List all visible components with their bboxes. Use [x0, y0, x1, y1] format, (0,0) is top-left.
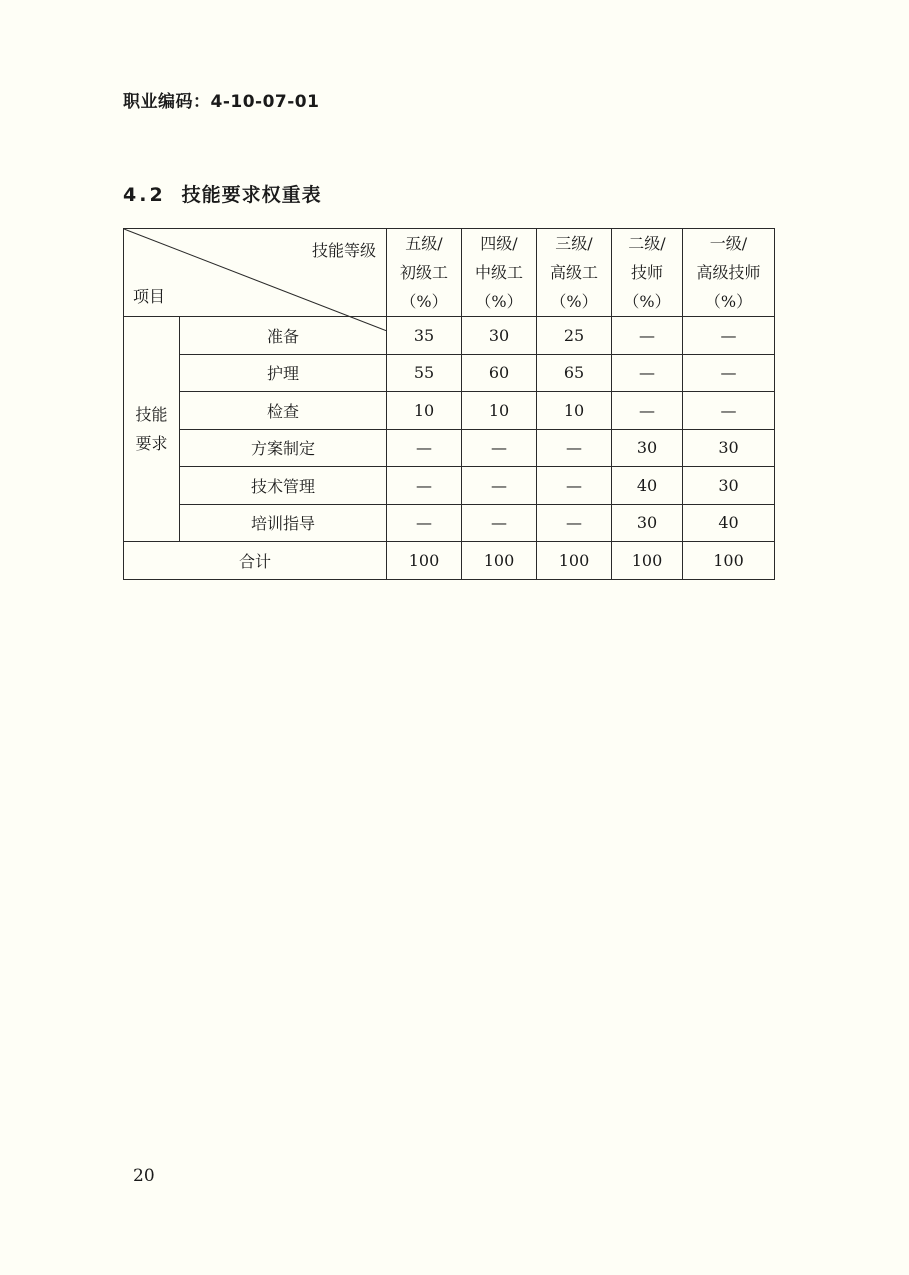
cell-value: 60: [462, 354, 537, 392]
corner-label-grade: 技能等级: [311, 241, 376, 260]
table-row: [124, 504, 775, 542]
cell-value: —: [387, 429, 462, 467]
cell-value: —: [683, 392, 775, 430]
row-item: 护理: [180, 354, 387, 392]
total-value: 100: [462, 542, 537, 580]
grade-header-2: 二级/ 技师 （%）: [612, 229, 683, 317]
cell-value: 55: [387, 354, 462, 392]
group-label-skill-requirements: 技能 要求: [124, 317, 180, 542]
cell-value: 40: [612, 467, 683, 505]
cell-value: —: [462, 467, 537, 505]
cell-value: —: [612, 317, 683, 355]
cell-value: 40: [683, 504, 775, 542]
grade-header-5: 五级/ 初级工 （%）: [387, 229, 462, 317]
row-item: 方案制定: [180, 429, 387, 467]
corner-header-cell: [124, 229, 387, 317]
cell-value: —: [387, 467, 462, 505]
cell-value: 30: [683, 429, 775, 467]
cell-value: —: [683, 354, 775, 392]
cell-value: 30: [612, 429, 683, 467]
total-label: 合计: [124, 542, 387, 580]
cell-value: 10: [537, 392, 612, 430]
cell-value: —: [537, 467, 612, 505]
cell-value: —: [683, 317, 775, 355]
cell-value: 30: [612, 504, 683, 542]
row-item: 培训指导: [180, 504, 387, 542]
occupation-code: 职业编码：4-10-07-01: [123, 92, 320, 112]
page-number: 20: [133, 1166, 155, 1186]
cell-value: —: [537, 429, 612, 467]
table-row: [124, 354, 775, 392]
header-row: [124, 229, 775, 317]
cell-value: 65: [537, 354, 612, 392]
row-item: 技术管理: [180, 467, 387, 505]
total-value: 100: [683, 542, 775, 580]
total-row: [124, 542, 775, 580]
row-item: 检查: [180, 392, 387, 430]
grade-header-4: 四级/ 中级工 （%）: [462, 229, 537, 317]
row-item: 准备: [180, 317, 387, 355]
section-heading: [123, 180, 322, 207]
section-title: 技能要求权重表: [181, 184, 322, 206]
corner-label-item: 项目: [133, 287, 166, 306]
table-row: [124, 392, 775, 430]
cell-value: —: [537, 504, 612, 542]
grade-header-1: 一级/ 高级技师 （%）: [683, 229, 775, 317]
cell-value: —: [387, 504, 462, 542]
total-value: 100: [537, 542, 612, 580]
cell-value: 30: [683, 467, 775, 505]
grade-header-3: 三级/ 高级工 （%）: [537, 229, 612, 317]
cell-value: —: [612, 392, 683, 430]
cell-value: 25: [537, 317, 612, 355]
table-row: [124, 467, 775, 505]
cell-value: 10: [387, 392, 462, 430]
cell-value: 35: [387, 317, 462, 355]
table-row: [124, 429, 775, 467]
cell-value: —: [462, 429, 537, 467]
skill-weight-table: [123, 228, 775, 580]
cell-value: —: [612, 354, 683, 392]
cell-value: 10: [462, 392, 537, 430]
cell-value: —: [462, 504, 537, 542]
total-value: 100: [612, 542, 683, 580]
total-value: 100: [387, 542, 462, 580]
cell-value: 30: [462, 317, 537, 355]
section-number: 4.2: [123, 184, 166, 206]
